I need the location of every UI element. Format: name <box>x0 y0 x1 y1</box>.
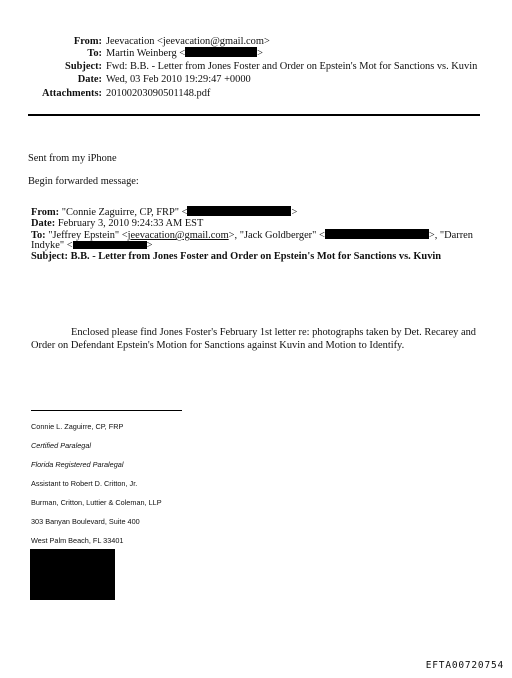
forwarded-date-value: February 3, 2010 9:24:33 AM EST <box>57 218 204 229</box>
forwarded-to-part1: "Jeffrey Epstein" < <box>48 230 128 241</box>
forwarded-to-part5: > <box>146 240 153 251</box>
header-date-row <box>6 73 251 86</box>
forwarded-from-prefix: "Connie Zaguirre, CP, FRP" < <box>61 207 188 218</box>
header-attachments-row <box>6 87 210 100</box>
forwarded-to-continued-row <box>31 240 152 252</box>
header-from-value: Jeevacation <jeevacation@gmail.com> <box>106 36 270 47</box>
header-to-label: To: <box>87 48 102 59</box>
bates-number: EFTA00720754 <box>425 660 504 671</box>
redaction-box <box>187 206 291 216</box>
message-line-2: Order on Defendant Epstein's Motion for Sanctions against Kuvin and Motion to Identify. <box>31 340 405 351</box>
forwarded-to-label: To: <box>31 230 46 241</box>
redaction-box <box>73 241 147 249</box>
forwarded-subject-value: B.B. - Letter from Jones Foster and Order on Epstein's Mot for Sanctions vs. Kuvin <box>70 251 442 262</box>
redaction-block <box>30 549 115 600</box>
begin-forwarded-line: Begin forwarded message: <box>28 176 139 187</box>
header-date-label: Date: <box>77 74 102 85</box>
forwarded-from-label: From: <box>31 207 60 218</box>
header-subject-row <box>6 60 477 73</box>
signature-address-1: 303 Banyan Boulevard, Suite 400 <box>31 517 140 526</box>
redaction-box <box>325 229 429 239</box>
forwarded-to-part4: Indyke" < <box>31 240 73 251</box>
forwarded-to-part3: >, "Darren <box>428 230 473 241</box>
signature-firm: Burman, Critton, Luttier & Coleman, LLP <box>31 498 162 507</box>
header-to-row <box>6 47 263 60</box>
signature-assistant: Assistant to Robert D. Critton, Jr. <box>31 479 138 488</box>
forwarded-to-email-link[interactable]: jeevacation@gmail.com <box>127 230 229 241</box>
forwarded-from-row <box>31 206 297 219</box>
message-line-1: Enclosed please find Jones Foster's February 1st letter re: photographs taken by Det. Recarey and <box>71 327 476 338</box>
header-to-prefix: Martin Weinberg < <box>106 48 186 59</box>
header-subject-label: Subject: <box>65 61 102 72</box>
forwarded-subject-label: Subject: <box>31 251 68 262</box>
signature-address-2: West Palm Beach, FL 33401 <box>31 536 124 545</box>
redaction-box <box>185 47 257 57</box>
forwarded-to-part2: >, "Jack Goldberger" < <box>228 230 325 241</box>
signature-title-certified: Certified Paralegal <box>31 441 92 450</box>
signature-name: Connie L. Zaguirre, CP, FRP <box>31 422 124 431</box>
header-divider <box>28 114 480 116</box>
forwarded-date-label: Date: <box>31 218 56 229</box>
header-to-suffix: > <box>257 48 263 59</box>
header-attachments-value: 20100203090501148.pdf <box>106 88 211 99</box>
header-date-value: Wed, 03 Feb 2010 19:29:47 +0000 <box>106 74 251 85</box>
signature-divider <box>31 410 182 411</box>
forwarded-from-suffix: > <box>291 207 298 218</box>
sent-from-line: Sent from my iPhone <box>28 153 117 164</box>
header-subject-value: Fwd: B.B. - Letter from Jones Foster and Order on Epstein's Mot for Sanctions vs. Kuvin <box>106 61 478 72</box>
header-attachments-label: Attachments: <box>41 88 102 99</box>
signature-title-florida: Florida Registered Paralegal <box>31 460 124 469</box>
forwarded-date-row <box>31 218 203 230</box>
forwarded-subject-row <box>31 251 441 263</box>
header-from-label: From: <box>73 36 102 47</box>
